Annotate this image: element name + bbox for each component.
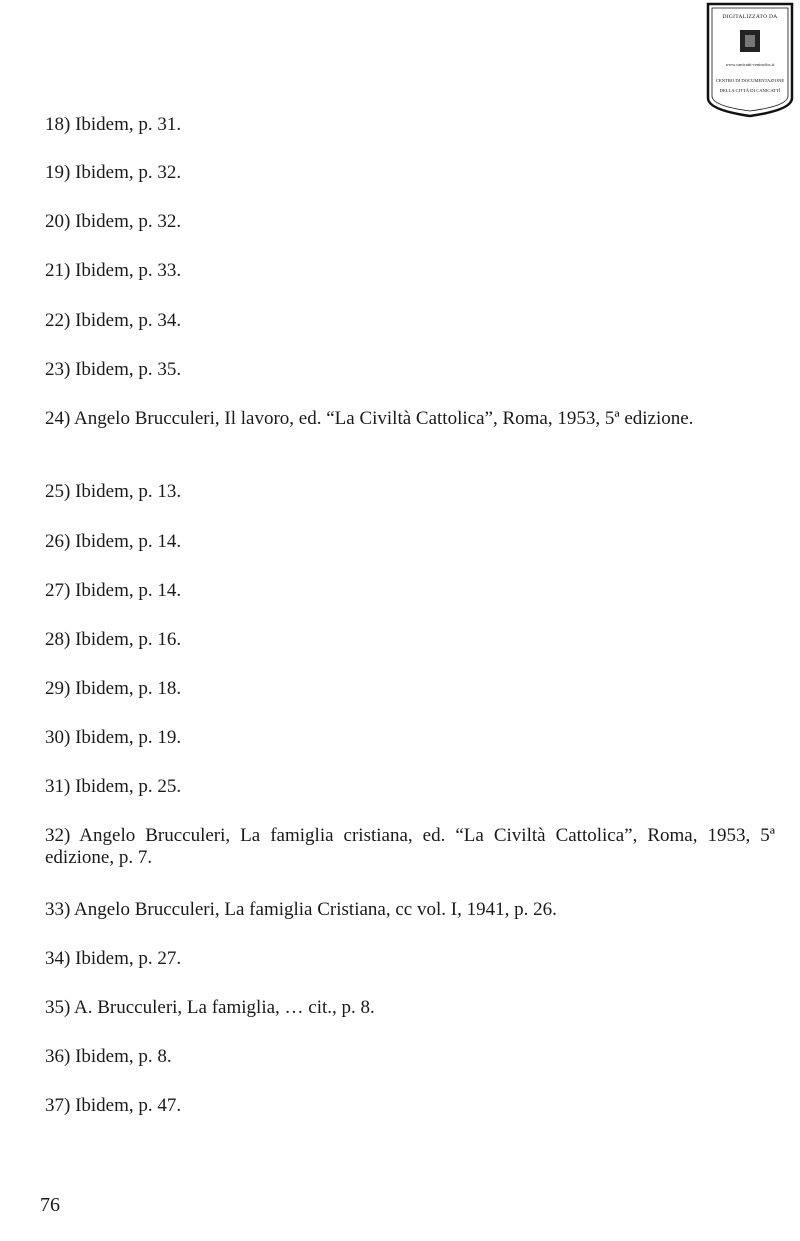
footnote: 25) Ibidem, p. 13. — [45, 481, 182, 502]
footnote: 23) Ibidem, p. 35. — [45, 359, 182, 380]
footnote: 29) Ibidem, p. 18. — [45, 678, 182, 699]
footnote: 19) Ibidem, p. 32. — [45, 162, 182, 183]
footnote: 32) Angelo Brucculeri, La famiglia cristiana, ed. “La Civiltà Cattolica”, Roma, 1953, 5ª edizione, p. 7. — [45, 825, 775, 868]
footnote: 24) Angelo Brucculeri, Il lavoro, ed. “La Civiltà Cattolica”, Roma, 1953, 5ª edizione. — [45, 408, 694, 429]
stamp-line-1: CENTRO DI DOCUMENTAZIONE — [715, 78, 785, 83]
stamp-line-2: DELLA CITTÀ DI CANICATTÌ — [719, 88, 781, 93]
page-number: 76 — [40, 1194, 60, 1216]
footnote: 31) Ibidem, p. 25. — [45, 776, 182, 797]
footnote: 18) Ibidem, p. 31. — [45, 114, 182, 135]
footnote: 22) Ibidem, p. 34. — [45, 310, 182, 331]
footnote: 21) Ibidem, p. 33. — [45, 260, 182, 281]
footnote: 20) Ibidem, p. 32. — [45, 211, 182, 232]
stamp-title: DIGITALIZZATO DA — [722, 14, 778, 20]
footnote: 36) Ibidem, p. 8. — [45, 1046, 172, 1067]
footnote: 35) A. Brucculeri, La famiglia, … cit., p. 8. — [45, 997, 375, 1018]
stamp-url: www.canicatti-centrodoc.it — [725, 62, 775, 67]
footnote: 33) Angelo Brucculeri, La famiglia Cristiana, cc vol. I, 1941, p. 26. — [45, 899, 557, 920]
footnote: 27) Ibidem, p. 14. — [45, 580, 182, 601]
footnote: 30) Ibidem, p. 19. — [45, 727, 182, 748]
footnote: 26) Ibidem, p. 14. — [45, 531, 182, 552]
footnote: 34) Ibidem, p. 27. — [45, 948, 182, 969]
footnote: 28) Ibidem, p. 16. — [45, 629, 182, 650]
footnote: 37) Ibidem, p. 47. — [45, 1095, 182, 1116]
digitization-stamp — [704, 2, 796, 120]
